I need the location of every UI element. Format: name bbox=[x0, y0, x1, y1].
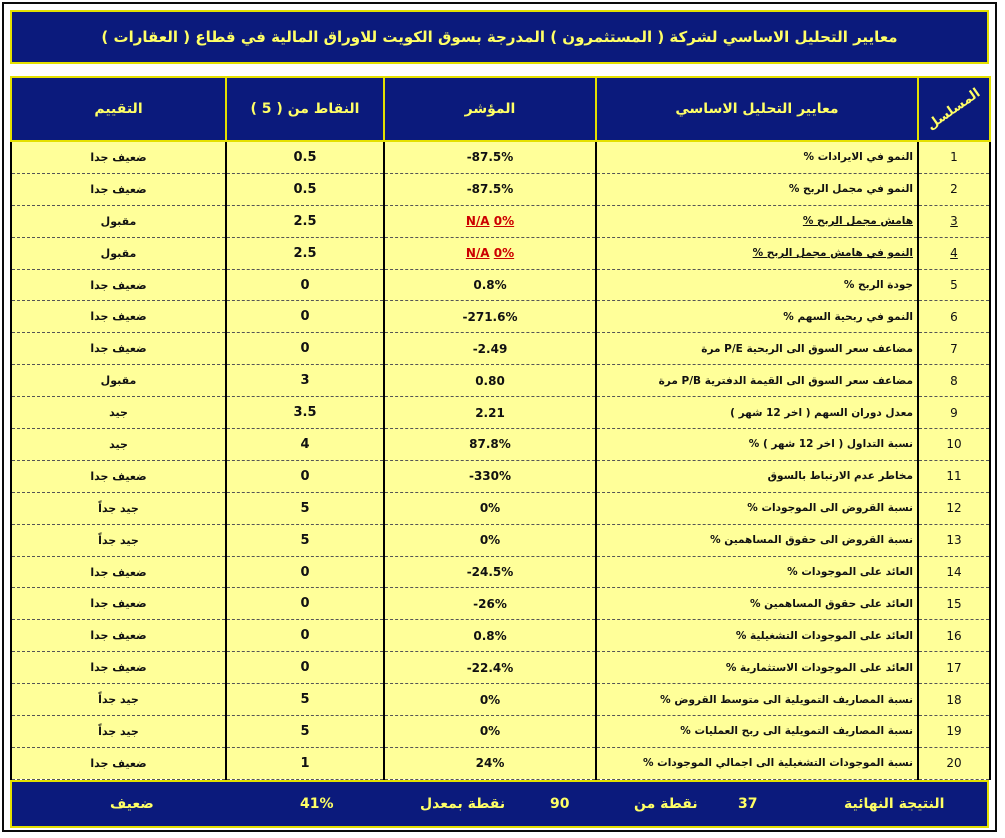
table-row bbox=[11, 588, 990, 620]
criterion-cell: نسبة القروض الى حقوق المساهمين % bbox=[596, 524, 918, 556]
indicator-cell bbox=[384, 205, 596, 237]
rating-cell: ضعيف جدا bbox=[11, 652, 226, 684]
points-cell: 2.5 bbox=[226, 205, 384, 237]
rating-cell: ضعيف جدا bbox=[11, 588, 226, 620]
criterion-cell: معدل دوران السهم ( اخر 12 شهر ) bbox=[596, 397, 918, 429]
points-cell: 0 bbox=[226, 620, 384, 652]
indicator-value: 0% bbox=[493, 246, 515, 261]
points-cell: 0.5 bbox=[226, 141, 384, 173]
serial-cell: 16 bbox=[918, 620, 990, 652]
indicator-cell: 2.21 bbox=[384, 397, 596, 429]
points-cell: 1 bbox=[226, 747, 384, 779]
rating-cell: ضعيف جدا bbox=[11, 333, 226, 365]
serial-cell: 2 bbox=[918, 173, 990, 205]
serial-cell: 6 bbox=[918, 301, 990, 333]
points-cell: 0.5 bbox=[226, 173, 384, 205]
indicator-cell: -26% bbox=[384, 588, 596, 620]
indicator-na: N/A bbox=[465, 246, 490, 261]
points-cell: 0 bbox=[226, 556, 384, 588]
indicator-cell: 0% bbox=[384, 492, 596, 524]
indicator-cell: -87.5% bbox=[384, 173, 596, 205]
criterion-cell: نسبة المصاريف التمويلية الى ربح العمليات % bbox=[596, 716, 918, 748]
indicator-cell: -2.49 bbox=[384, 333, 596, 365]
indicator-cell: 0% bbox=[384, 524, 596, 556]
indicator-cell: -24.5% bbox=[384, 556, 596, 588]
indicator-value: 0% bbox=[493, 214, 515, 229]
points-cell: 0 bbox=[226, 301, 384, 333]
criterion-cell: العائد على الموجودات % bbox=[596, 556, 918, 588]
rating-cell: مقبول bbox=[11, 365, 226, 397]
criterion-cell: النمو في ربحية السهم % bbox=[596, 301, 918, 333]
indicator-cell: 87.8% bbox=[384, 429, 596, 461]
rating-cell: جيد bbox=[11, 429, 226, 461]
indicator-cell: 0.8% bbox=[384, 620, 596, 652]
serial-cell: 3 bbox=[918, 205, 990, 237]
table-row bbox=[11, 684, 990, 716]
footer-percent: 41% bbox=[300, 796, 334, 812]
points-cell: 0 bbox=[226, 588, 384, 620]
serial-cell: 1 bbox=[918, 141, 990, 173]
footer-total: 90 bbox=[550, 796, 570, 812]
points-cell: 5 bbox=[226, 492, 384, 524]
table-row bbox=[11, 365, 990, 397]
footer-summary bbox=[10, 780, 989, 828]
points-cell: 5 bbox=[226, 716, 384, 748]
points-cell: 0 bbox=[226, 460, 384, 492]
points-cell: 2.5 bbox=[226, 237, 384, 269]
rating-cell: ضعيف جدا bbox=[11, 173, 226, 205]
points-cell: 3.5 bbox=[226, 397, 384, 429]
table-row bbox=[11, 429, 990, 461]
points-cell: 0 bbox=[226, 333, 384, 365]
points-cell: 4 bbox=[226, 429, 384, 461]
rating-cell: جيد جداً bbox=[11, 716, 226, 748]
criterion-cell: نسبة القروض الى الموجودات % bbox=[596, 492, 918, 524]
serial-cell: 17 bbox=[918, 652, 990, 684]
points-cell: 5 bbox=[226, 524, 384, 556]
points-cell: 0 bbox=[226, 652, 384, 684]
table-row bbox=[11, 524, 990, 556]
table-row bbox=[11, 652, 990, 684]
header-points: النقاط من ( 5 ) bbox=[226, 77, 384, 141]
header-serial bbox=[918, 77, 990, 141]
table-row bbox=[11, 301, 990, 333]
indicator-cell bbox=[384, 237, 596, 269]
rating-cell: ضعيف جدا bbox=[11, 460, 226, 492]
criterion-cell: النمو في هامش مجمل الربح % bbox=[596, 237, 918, 269]
header-indicator: المؤشر bbox=[384, 77, 596, 141]
serial-cell: 8 bbox=[918, 365, 990, 397]
footer-final-label: النتيجة النهائية bbox=[844, 796, 945, 812]
points-cell: 5 bbox=[226, 684, 384, 716]
table-row bbox=[11, 397, 990, 429]
footer-from-label: نقطة من bbox=[634, 796, 698, 812]
footer-result: ضعيف bbox=[110, 796, 154, 812]
analysis-table bbox=[10, 76, 991, 780]
serial-cell: 4 bbox=[918, 237, 990, 269]
rating-cell: مقبول bbox=[11, 205, 226, 237]
serial-cell: 14 bbox=[918, 556, 990, 588]
table-row bbox=[11, 620, 990, 652]
criterion-cell: مضاعف سعر السوق الى الربحية P/E مرة bbox=[596, 333, 918, 365]
criterion-cell: هامش مجمل الربح % bbox=[596, 205, 918, 237]
header-rating: التقييم bbox=[11, 77, 226, 141]
header-serial-label: المسلسل bbox=[924, 85, 984, 134]
criterion-cell: العائد على الموجودات التشغيلية % bbox=[596, 620, 918, 652]
indicator-cell: 0% bbox=[384, 716, 596, 748]
indicator-cell: -22.4% bbox=[384, 652, 596, 684]
table-row bbox=[11, 205, 990, 237]
rating-cell: مقبول bbox=[11, 237, 226, 269]
indicator-cell: -271.6% bbox=[384, 301, 596, 333]
table-row bbox=[11, 716, 990, 748]
rating-cell: جيد جداً bbox=[11, 684, 226, 716]
table-row bbox=[11, 141, 990, 173]
rating-cell: ضعيف جدا bbox=[11, 141, 226, 173]
table-row bbox=[11, 747, 990, 779]
serial-cell: 20 bbox=[918, 747, 990, 779]
indicator-cell: -87.5% bbox=[384, 141, 596, 173]
table-row bbox=[11, 173, 990, 205]
criterion-cell: مخاطر عدم الارتباط بالسوق bbox=[596, 460, 918, 492]
table-row bbox=[11, 556, 990, 588]
table-row bbox=[11, 333, 990, 365]
table-body bbox=[11, 141, 990, 779]
criterion-cell: العائد على الموجودات الاستثمارية % bbox=[596, 652, 918, 684]
indicator-na: N/A bbox=[465, 214, 490, 229]
serial-cell: 13 bbox=[918, 524, 990, 556]
criterion-cell: نسبة المصاريف التمويلية الى متوسط القروض % bbox=[596, 684, 918, 716]
criterion-cell: النمو في مجمل الربح % bbox=[596, 173, 918, 205]
table-row bbox=[11, 269, 990, 301]
title-bar bbox=[10, 10, 989, 64]
indicator-cell: 0.80 bbox=[384, 365, 596, 397]
indicator-cell: 0% bbox=[384, 684, 596, 716]
serial-cell: 9 bbox=[918, 397, 990, 429]
rating-cell: جيد bbox=[11, 397, 226, 429]
serial-cell: 18 bbox=[918, 684, 990, 716]
rating-cell: جيد جداً bbox=[11, 524, 226, 556]
header-row bbox=[11, 77, 990, 141]
points-cell: 3 bbox=[226, 365, 384, 397]
header-criteria: معايير التحليل الاساسي bbox=[596, 77, 918, 141]
rating-cell: ضعيف جدا bbox=[11, 620, 226, 652]
serial-cell: 11 bbox=[918, 460, 990, 492]
criterion-cell: مضاعف سعر السوق الى القيمة الدفترية P/B مرة bbox=[596, 365, 918, 397]
serial-cell: 5 bbox=[918, 269, 990, 301]
rating-cell: ضعيف جدا bbox=[11, 301, 226, 333]
rating-cell: ضعيف جدا bbox=[11, 747, 226, 779]
table-row bbox=[11, 492, 990, 524]
criterion-cell: النمو في الايرادات % bbox=[596, 141, 918, 173]
footer-avg-label: نقطة بمعدل bbox=[420, 796, 506, 812]
indicator-cell: -330% bbox=[384, 460, 596, 492]
serial-cell: 7 bbox=[918, 333, 990, 365]
serial-cell: 10 bbox=[918, 429, 990, 461]
rating-cell: ضعيف جدا bbox=[11, 556, 226, 588]
criterion-cell: نسبة التداول ( اخر 12 شهر ) % bbox=[596, 429, 918, 461]
criterion-cell: نسبة الموجودات التشغيلية الى اجمالي الموجودات % bbox=[596, 747, 918, 779]
points-cell: 0 bbox=[226, 269, 384, 301]
serial-cell: 15 bbox=[918, 588, 990, 620]
criterion-cell: العائد على حقوق المساهمين % bbox=[596, 588, 918, 620]
indicator-cell: 24% bbox=[384, 747, 596, 779]
rating-cell: ضعيف جدا bbox=[11, 269, 226, 301]
serial-cell: 12 bbox=[918, 492, 990, 524]
indicator-cell: 0.8% bbox=[384, 269, 596, 301]
criterion-cell: جودة الربح % bbox=[596, 269, 918, 301]
table-row bbox=[11, 460, 990, 492]
footer-score: 37 bbox=[738, 796, 758, 812]
rating-cell: جيد جداً bbox=[11, 492, 226, 524]
page-title: معايير التحليل الاساسي لشركة ( المستثمرون ) المدرجة بسوق الكويت للاوراق المالية في قطاع ( العقارات ) bbox=[101, 28, 898, 46]
serial-cell: 19 bbox=[918, 716, 990, 748]
table-row bbox=[11, 237, 990, 269]
